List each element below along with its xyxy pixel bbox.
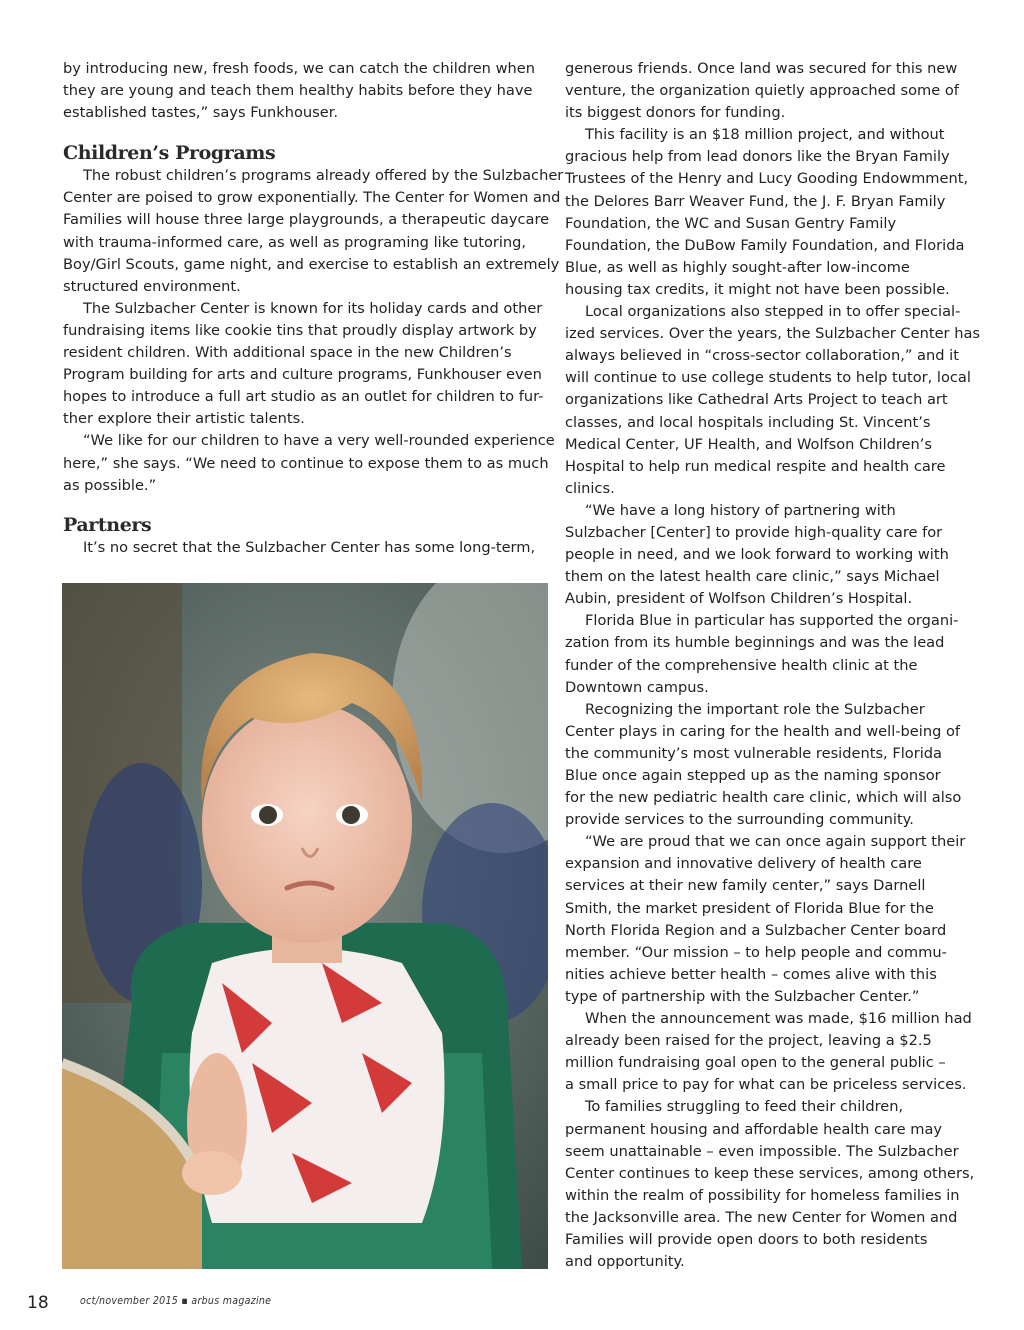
body-line: venture, the organization quietly approached some of — [565, 82, 959, 100]
body-line: already been raised for the project, leaving a $2.5 — [565, 1032, 932, 1050]
body-line: the Jacksonville area. The new Center for Women and — [565, 1208, 958, 1226]
body-line: will continue to use college students to help tutor, local — [565, 369, 971, 387]
body-line: as possible.” — [63, 476, 157, 494]
publication-footer: oct/november 2015 ▪ arbus magazine — [80, 1295, 272, 1307]
body-line: Recognizing the important role the Sulzbacher — [585, 700, 925, 718]
body-line: Sulzbacher [Center] to provide high-quality care for — [565, 523, 943, 541]
body-line: Aubin, president of Wolfson Children’s Hospital. — [565, 590, 913, 608]
body-line: Foundation, the WC and Susan Gentry Family — [565, 214, 897, 232]
body-line: here,” she says. “We need to continue to expose them to as much — [63, 454, 549, 472]
body-line: Center are poised to grow exponentially. The Center for Women and — [63, 189, 561, 207]
body-line: them on the latest health care clinic,” says Michael — [565, 568, 940, 586]
body-line: seem unattainable – even impossible. The Sulzbacher — [565, 1142, 959, 1160]
body-line: funder of the comprehensive health clinic at the — [565, 656, 918, 674]
body-line: provide services to the surrounding community. — [565, 811, 914, 829]
body-line: generous friends. Once land was secured for this new — [565, 60, 958, 77]
body-line: Florida Blue in particular has supported the organi- — [585, 612, 959, 630]
body-line: Foundation, the DuBow Family Foundation, and Florida — [565, 236, 965, 254]
section-heading-childrens-programs: Children’s Programs — [63, 142, 276, 165]
body-line: member. “Our mission – to help people and commu- — [565, 943, 947, 961]
body-line: its biggest donors for funding. — [565, 104, 786, 122]
body-line: “We are proud that we can once again support their — [585, 833, 966, 851]
body-line: they are young and teach them healthy habits before they have — [63, 82, 533, 100]
body-line: Center continues to keep these services, among others, — [565, 1164, 975, 1182]
body-line: Boy/Girl Scouts, game night, and exercise to establish an extremely — [63, 255, 560, 273]
body-line: To families struggling to feed their children, — [585, 1098, 904, 1116]
body-line: Trustees of the Henry and Lucy Gooding Endowmment, — [565, 170, 969, 188]
body-line: and opportunity. — [565, 1253, 685, 1271]
section-heading-partners: Partners — [63, 513, 152, 536]
body-line: Medical Center, UF Health, and Wolfson Children’s — [565, 435, 933, 453]
body-line: When the announcement was made, $16 million had — [585, 1010, 972, 1028]
right-column — [565, 58, 980, 1273]
body-line: Program building for arts and culture programs, Funkhouser even — [63, 366, 542, 384]
body-line: This facility is an $18 million project, and without — [585, 126, 945, 144]
body-line: type of partnership with the Sulzbacher Center.” — [565, 987, 920, 1005]
body-line: “We have a long history of partnering with — [585, 501, 896, 519]
body-line: “We like for our children to have a very well-rounded experience — [83, 432, 555, 450]
body-line: housing tax credits, it might not have been possible. — [565, 280, 950, 298]
body-line: gracious help from lead donors like the Bryan Family — [565, 148, 950, 166]
body-line: Families will house three large playgrounds, a therapeutic daycare — [63, 211, 550, 229]
body-line: Families will provide open doors to both residents — [565, 1230, 928, 1248]
body-line: ther explore their artistic talents. — [63, 410, 305, 428]
body-line: for the new pediatric health care clinic, which will also — [565, 789, 962, 807]
body-line: with trauma-informed care, as well as programing like tutoring, — [63, 233, 527, 251]
body-line: classes, and local hospitals including St. Vincent’s — [565, 413, 931, 431]
body-line: the Delores Barr Weaver Fund, the J. F. Bryan Family — [565, 192, 946, 210]
body-line: a small price to pay for what can be priceless services. — [565, 1076, 967, 1094]
body-line: always believed in “cross-sector collaboration,” and it — [565, 347, 959, 365]
body-line: The robust children’s programs already offered by the Sulzbacher — [83, 167, 564, 185]
body-line: It’s no secret that the Sulzbacher Center has some long-term, — [83, 538, 536, 556]
body-line: within the realm of possibility for homeless families in — [565, 1186, 960, 1204]
body-line: zation from its humble beginnings and was the lead — [565, 634, 945, 652]
left-column — [63, 58, 564, 559]
body-line: nities achieve better health – comes alive with this — [565, 965, 937, 983]
body-line: established tastes,” says Funkhouser. — [63, 104, 339, 122]
body-line: Center plays in caring for the health and well-being of — [565, 722, 961, 740]
body-line: fundraising items like cookie tins that proudly display artwork by — [63, 321, 537, 339]
page-number: 18 — [27, 1293, 49, 1313]
body-line: permanent housing and affordable health care may — [565, 1120, 943, 1138]
body-line: million fundraising goal open to the general public – — [565, 1054, 946, 1072]
body-line: services at their new family center,” says Darnell — [565, 877, 926, 895]
body-line: by introducing new, fresh foods, we can catch the children when — [63, 60, 535, 77]
body-line: hopes to introduce a full art studio as an outlet for children to fur- — [63, 388, 544, 406]
body-line: Blue once again stepped up as the naming sponsor — [565, 767, 941, 784]
body-line: Hospital to help run medical respite and health care — [565, 457, 946, 475]
body-line: structured environment. — [63, 277, 241, 295]
child-photo — [62, 583, 548, 1269]
child-photo-illustration — [62, 583, 548, 1269]
body-line: Downtown campus. — [565, 678, 709, 696]
body-line: Smith, the market president of Florida Blue for the — [565, 899, 934, 917]
body-line: clinics. — [565, 479, 615, 497]
body-line: expansion and innovative delivery of health care — [565, 855, 922, 873]
body-line: people in need, and we look forward to working with — [565, 546, 949, 564]
body-line: Blue, as well as highly sought-after low-income — [565, 258, 910, 276]
body-line: the community’s most vulnerable residents, Florida — [565, 744, 942, 762]
body-line: Local organizations also stepped in to offer special- — [585, 303, 961, 321]
body-line: North Florida Region and a Sulzbacher Center board — [565, 921, 947, 939]
body-line: ized services. Over the years, the Sulzbacher Center has — [565, 325, 980, 343]
body-line: The Sulzbacher Center is known for its holiday cards and other — [83, 299, 543, 317]
body-line: organizations like Cathedral Arts Project to teach art — [565, 391, 948, 409]
body-line: resident children. With additional space in the new Children’s — [63, 344, 512, 362]
